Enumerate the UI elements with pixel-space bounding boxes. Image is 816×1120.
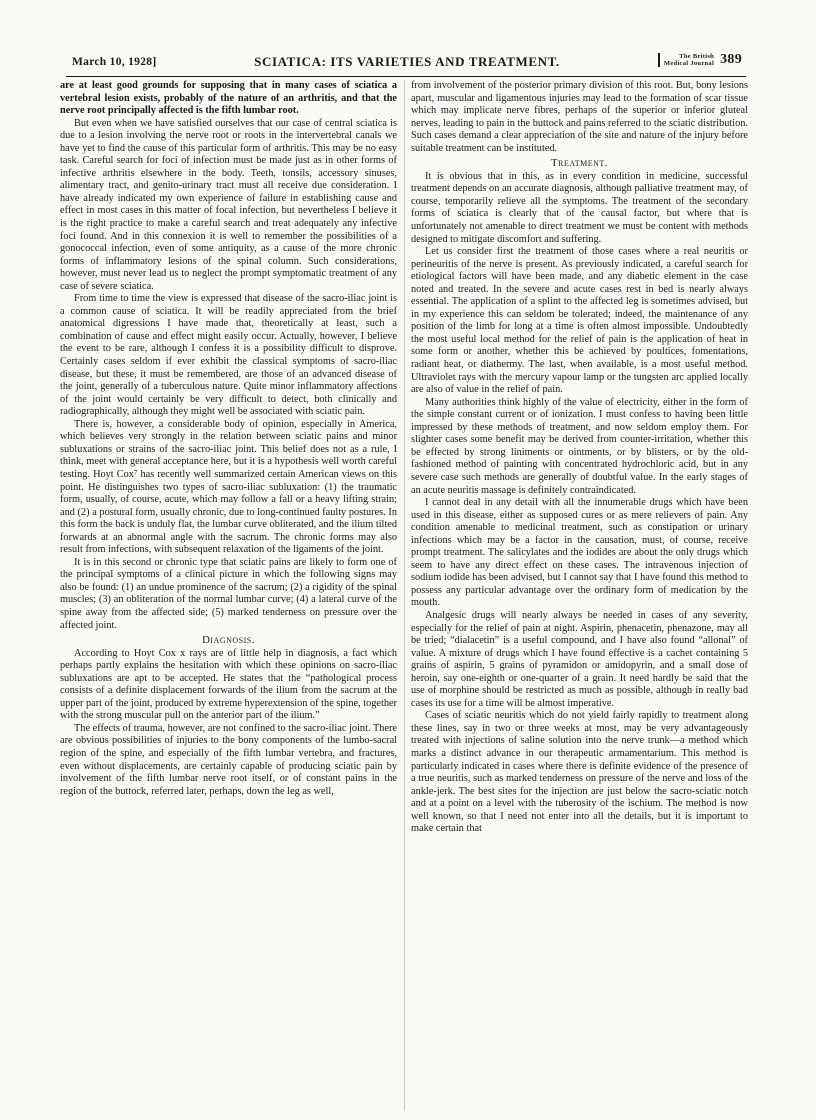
paragraph: According to Hoyt Cox x rays are of little help in diagnosis, a fact which perhaps partly explains the hesitation with which these opinions on sacro-iliac subluxations are apt to be accepted. He states that the “pathological process consists of a definite displacement forwards of the ilium from the sacrum at the upper part of the joint, produced by extreme hyperextension of the spine, together with the strong muscular pull on the anterior part of the ilium.”	[60, 647, 397, 722]
column-divider	[404, 80, 405, 1110]
paragraph: It is in this second or chronic type that sciatic pains are likely to form one of the principal symptoms of a clinical picture in which the following signs may also be found: (1) an undue prominence of the sacrum; (2) a rigidity of the spinal muscles; (3) an obliteration of the normal lumbar curve; (4) a lateral curve of the spine away from the affected side; (5) marked tenderness on pressure over the affected joint.	[60, 556, 397, 631]
article-title: SCIATICA: ITS VARIETIES AND TREATMENT.	[254, 54, 560, 69]
page-number: 389	[720, 52, 742, 67]
left-column	[60, 80, 397, 1110]
paragraph: The effects of trauma, however, are not confined to the sacro-iliac joint. There are obvious possibilities of injuries to the bony components of the lumbo-sacral region of the spine, and especially of the fifth lumbar vertebra, and fractures, even without displacements, are certainly capable of producing sciatic pain by involvement of the fifth lumbar nerve root itself, or of constant pains in the region of the buttock, referred later, perhaps, down the leg as well,	[60, 722, 397, 797]
paragraph: Many authorities think highly of the value of electricity, either in the form of the simple constant current or of ionization. I must confess to having been little impressed by these methods of treatment, and now seldom employ them. For slighter cases some benefit may be derived from counter-irritation, whether this be effected by strong liniments or ointments, or by blisters, or by the old-fashioned method of painting with concentrated hydrochloric acid, but in any severe case such methods are generally of doubtful value. In the early stages of an acute neuritis massage is definitely contraindicated.	[411, 396, 748, 496]
running-header	[72, 52, 742, 74]
paragraph: But even when we have satisfied ourselves that our case of central sciatica is due to a lesion involving the nerve root or roots in the intervertebral canals we have yet to find the cause of this particular form of arthritis. This may be no easy task. Careful search for foci of infection must be made just as in other forms of infective arthritis elsewhere in the body. Teeth, tonsils, accessory sinuses, alimentary tract, and genito-urinary tract must all receive due consideration. I have already indicated my own experience of failure in establishing cause and effect in most cases in this matter of focal infection, but nevertheless I believe it is the right practice to make a careful search and treat adequately any infective foci found. And in this connexion it is well to remember the possibilities of a gonococcal infection, even of some antiquity, as a cause of the more chronic forms of inflammatory lesions of the spinal column. Such considerations, however, must never lead us to neglect the prompt symptomatic treatment of any case of severe sciatica.	[60, 117, 397, 292]
header-rule	[66, 76, 746, 77]
journal-name-line1: The British	[679, 53, 715, 60]
paragraph: I cannot deal in any detail with all the innumerable drugs which have been used in this disease, either as supposed cures or as mere relievers of pain. Any condition amenable to medicinal treatment, such as constipation or urinary infections which may be a factor in the causation, must, of course, receive prompt treatment. The salicylates and the iodides are about the only drugs which seem to have any direct effect on these cases. The intravenous injection of sodium iodide has been advised, but I cannot say that I have found this method to possess any particular advantage over the ordinary form of medication by the mouth.	[411, 497, 748, 609]
paragraph: Cases of sciatic neuritis which do not yield fairly rapidly to treatment along these lines, say in two or three weeks at most, may be very advantageously treated with injections of saline solution into the nerve trunk—a method which marks a distinct advance in our therapeutic armamentarium. This method is particularly indicated in cases where there is definite evidence of the presence of a true neuritis, such as marked tenderness on pressure of the nerve and loss of the ankle-jerk. The best sites for the injection are just below the sacro-sciatic notch and at a point on a level with the tuberosity of the ischium. The method is now well known, so that I need not enter into all the details, but it is important to make certain that	[411, 710, 748, 835]
paragraph: It is obvious that in this, as in every condition in medicine, successful treatment depends on an accurate diagnosis, although palliative treatment may, of course, temporarily relieve all the symptoms. The treatment of the secondary forms of sciatica is clearly that of the causal factor, but where that is unfortunately not amenable to direct treatment we must be content with methods designed to mitigate discomfort and suffering.	[411, 170, 748, 245]
paragraph: Let us consider first the treatment of those cases where a real neuritis or perineuritis of the nerve is present. As previously indicated, a careful search for etiological factors will have been made, and any diabetic element in the case noted and treated. In the severe and acute cases rest in bed is nearly always essential. The application of a splint to the affected leg is sometimes advised, but in my experience this can seldom be tolerated; indeed, the maintenance of any position of the limb for long at a time is often almost impossible. Undoubtedly the most useful local method for the relief of pain is the application of heat in some form or another, whether this be achieved by poultices, fomentations, radiant heat, or diathermy. The last, when available, is a most useful method. Ultraviolet rays with the mercury vapour lamp or the tungsten arc applied locally are also of value in the relief of pain.	[411, 246, 748, 396]
journal-name	[658, 53, 714, 67]
paragraph: Analgesic drugs will nearly always be needed in cases of any severity, especially for the relief of pain at night. Aspirin, phenacetin, phenazone, may all be tried; “dialacetin” is a useful compound, and I have also found “allonal” of value. A mixture of drugs which I have found effective is a cachet containing 5 grains of aspirin, 5 grains of pyramidon or amidopyrin, and a small dose of heroin, say one-eighth or one-quarter of a grain. It need hardly be said that the use of morphine should be restricted as much as possible, although in really bad cases its use for a time will be almost imperative.	[411, 609, 748, 709]
paragraph: from involvement of the posterior primary division of this root. But, bony lesions apart, muscular and ligamentous injuries may lead to the formation of scar tissue which may implicate nerve fibres, perhaps of the superior or inferior gluteal nerves, leading to pain in the buttock and pains referred to the sciatic distribution. Such cases demand a clear appreciation of the site and nature of the injury before suitable treatment can be instituted.	[411, 80, 748, 154]
paragraph: are at least good grounds for supposing that in many cases of sciatica a vertebral lesion exists, probably of the nature of an arthritis, and that the nerve root principally affected is the fifth lumbar root.	[60, 80, 397, 117]
journal-name-line2: Medical Journal	[663, 60, 715, 67]
paragraph: There is, however, a considerable body of opinion, especially in America, which believes very strongly in the relation between sciatic pains and minor subluxations or strains of the sacro-iliac joint. This belief does not as a rule, I think, meet with general acceptance here, but it is a hypothesis well worth careful testing. Hoyt Cox⁷ has recently well summarized certain American views on this point. He distinguishes two types of sacro-iliac subluxation: (1) the traumatic form, usually, of course, acute, which may follow a fall or a heavy lifting strain; and (2) a postural form, usually chronic, due to long-continued faulty postures. In this form the back is unduly flat, the lumbar curve obliterated, and the ilium tilted forwards at an abnormal angle with the sacrum. The chronic forms may also result from infections, with subsequent relaxation of the ligaments of the joint.	[60, 418, 397, 556]
issue-date: March 10, 1928]	[72, 56, 157, 68]
section-heading-treatment: Treatment.	[551, 157, 608, 170]
section-heading-diagnosis: Diagnosis.	[202, 634, 255, 647]
right-column	[411, 80, 748, 1110]
paragraph: From time to time the view is expressed that disease of the sacro-iliac joint is a common cause of sciatica. It will be readily appreciated from the brief anatomical digressions I have made that, theoretically at least, such a combination of cause and effect might easily occur. Actually, however, I believe the event to be rare, although I confess it is a possibility difficult to disprove. Certainly cases seldom if ever exhibit the classical symptoms of sacro-iliac disease, but these, it must be remembered, are those of an advanced disease of the joint, generally of a tuberculous nature. Quite minor inflammatory affections of the joint would certainly be very difficult to detect, both clinically and radiographically, although they might well be associated with sciatic pain.	[60, 293, 397, 418]
journal-masthead	[658, 52, 742, 68]
